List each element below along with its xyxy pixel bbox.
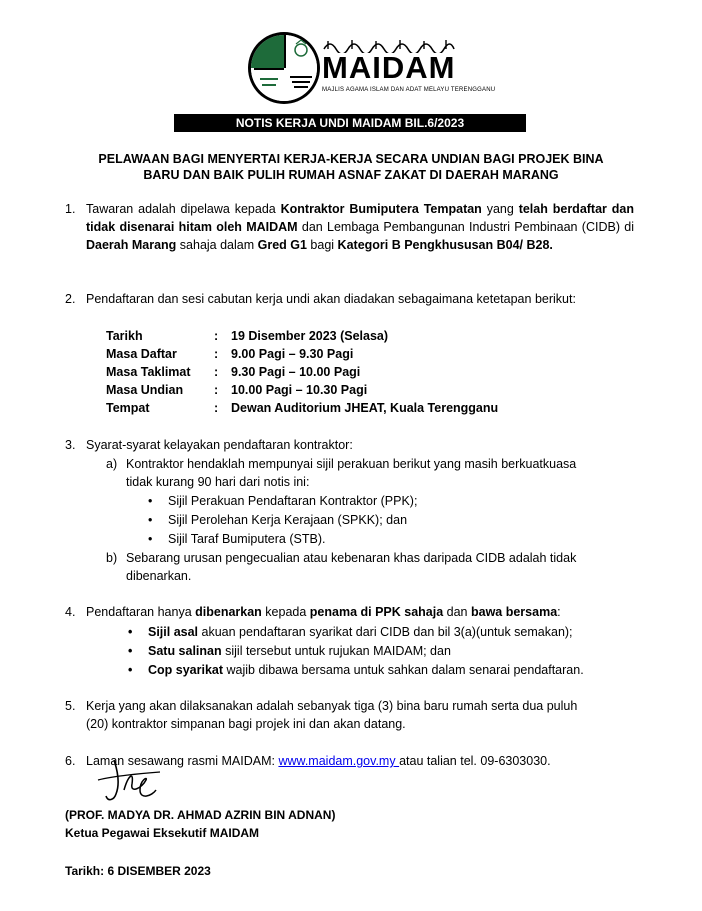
sub-item-label: a): [106, 457, 118, 471]
sub-item-b-line-2: dibenarkan.: [126, 569, 192, 583]
sub-item-a-line-1: Kontraktor hendaklah mempunyai sijil perakuan berikut yang masih berkuatkuasa: [126, 457, 577, 471]
signatory-position: Ketua Pegawai Eksekutif MAIDAM: [65, 826, 260, 840]
item-1-paragraph: Tawaran adalah dipelawa kepada Kontraktor Bumiputera Tempatan yang telah berdaftar dan tidak disenarai hitam oleh MAIDAM dan Lembaga Pembangunan Industri Pembinaan (CIDB) di Daerah Marang sahaja dalam Gred G1 bagi Kategori B Pengkhususan B04/ B28.: [86, 202, 635, 252]
bullet-icon: •: [148, 494, 153, 508]
bullet-icon: •: [128, 625, 133, 639]
item-number: 6.: [65, 754, 76, 768]
item-5-line-1: Kerja yang akan dilaksanakan adalah sebanyak tiga (3) bina baru rumah serta dua puluh: [86, 699, 578, 713]
item-3-text: Syarat-syarat kelayakan pendaftaran kontraktor:: [86, 438, 353, 452]
signatory-name: (PROF. MADYA DR. AHMAD AZRIN BIN ADNAN): [65, 808, 336, 822]
item-number: 2.: [65, 292, 76, 306]
notice-page: MAIDAM MAJLIS AGAMA ISLAM DAN ADAT MELAYU TERENGGANU NOTIS KERJA UNDI MAIDAM BIL.6/2023 PELAWAAN BAGI MENYERTAI KERJA-KERJA SECARA UNDIAN BAGI PROJEK BINA BARU DAN BAIK PULIH RUMAH ASNAF ZAKAT DI DAERAH MARANG 1. Tawaran adalah dipelawa kepada Kontraktor Bumiputera Tempatan yang telah berdaftar dan tidak disenarai hitam oleh MAIDAM dan Lembaga Pembangunan Industri Pembinaan (CIDB) di Daerah Marang sahaja dalam Gred G1 bagi Kategori B Pengkhususan B04/ B28. 2. Pendaftaran dan sesi cabutan kerja undi akan diadakan sebagaimana ketetapan berikut: Tarikh : 19 Disember 2023 (Selasa) Masa Daftar : 9.00 Pagi – 9.30 Pagi Masa Taklimat : 9.30 Pagi – 10.00 Pagi Masa Undian : 10.00 Pagi – 10.30 Pagi Tempat : Dewan Auditorium JHEAT, Kuala Terengganu 3. Syarat-syarat kelayakan pendaftaran kontraktor: a) Kontraktor hendaklah mempunyai sijil perakuan berikut yang masih berkuatkuasa tidak kurang 90 hari dari notis ini: • Sijil Perakuan Pendaftaran Kontraktor (PPK); • Sijil Perolehan Kerja Kerajaan (SPKK); dan • Sijil Taraf Bumiputera (STB). b) Sebarang urusan pengecualian atau kebenaran khas daripada CIDB adalah tidak dibenarkan. 4. Pendaftaran hanya dibenarkan kepada penama di PPK sahaja dan bawa bersama: • Sijil asal akuan pendaftaran syarikat dari CIDB dan bil 3(a)(untuk semakan); • Satu salinan sijil tersebut untuk rujukan MAIDAM; dan • Cop syarikat wajib dibawa bersama untuk sahkan dalam senarai pendaftaran. 5. Kerja yang akan dilaksanakan adalah sebanyak tiga (3) bina baru rumah serta dua puluh (20) kontraktor simpanan bagi projek ini dan akan datang. 6. Laman sesawang rasmi MAIDAM: www.maidam.gov.my atau talian tel. 09-6303030. (PROF. MADYA DR. AHMAD AZRIN BIN ADNAN) Ketua Pegawai Eksekutif MAIDAM Tarikh: 6 DISEMBER 2023: [0, 0, 702, 911]
page-title: [40, 151, 662, 183]
notice-title-bar: NOTIS KERJA UNDI MAIDAM BIL.6/2023: [174, 114, 526, 132]
sub-item-a-line-2: tidak kurang 90 hari dari notis ini:: [126, 475, 310, 489]
maidam-logo-icon: [246, 30, 322, 106]
title-line-1: PELAWAAN BAGI MENYERTAI KERJA-KERJA SECARA UNDIAN BAGI PROJEK BINA: [98, 152, 604, 166]
signature-icon: [94, 750, 164, 810]
item-number: 4.: [65, 605, 76, 619]
item-number: 3.: [65, 438, 76, 452]
item-6-text: Laman sesawang rasmi MAIDAM: www.maidam.gov.my atau talian tel. 09-6303030.: [86, 754, 551, 768]
item-4-text: Pendaftaran hanya dibenarkan kepada penama di PPK sahaja dan bawa bersama:: [86, 605, 561, 619]
item-5-line-2: (20) kontraktor simpanan bagi projek ini dan akan datang.: [86, 717, 406, 731]
title-line-2: BARU DAN BAIK PULIH RUMAH ASNAF ZAKAT DI DAERAH MARANG: [143, 168, 559, 182]
bullet-icon: •: [148, 513, 153, 527]
sub-item-label: b): [106, 551, 118, 565]
bullet-icon: •: [148, 532, 153, 546]
sub-item-b-line-1: Sebarang urusan pengecualian atau kebenaran khas daripada CIDB adalah tidak: [126, 551, 577, 565]
document-date: Tarikh: 6 DISEMBER 2023: [65, 864, 211, 878]
website-link[interactable]: www.maidam.gov.my: [278, 754, 400, 768]
brand-subtitle: MAJLIS AGAMA ISLAM DAN ADAT MELAYU TERENGGANU: [322, 87, 496, 93]
item-number: 1.: [65, 202, 76, 216]
item-number: 5.: [65, 699, 76, 713]
bullet-icon: •: [128, 663, 133, 677]
item-2-text: Pendaftaran dan sesi cabutan kerja undi akan diadakan sebagaimana ketetapan berikut:: [86, 292, 576, 306]
bullet-icon: •: [128, 644, 133, 658]
brand-name: MAIDAM: [322, 50, 456, 85]
